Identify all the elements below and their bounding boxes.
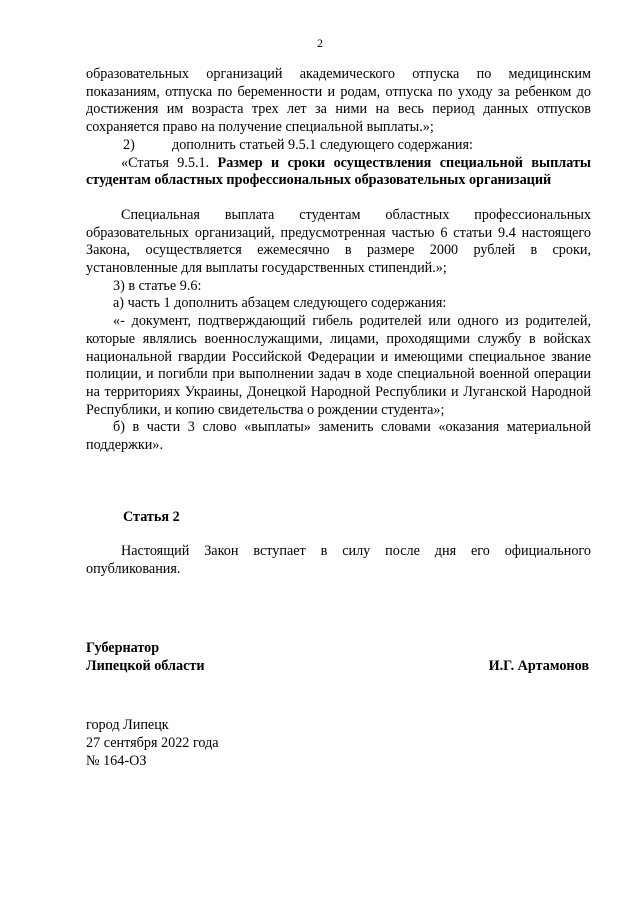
page-number: 2	[317, 36, 323, 50]
spacer	[86, 675, 591, 717]
spacer	[86, 455, 591, 509]
signature-block	[86, 658, 591, 676]
special-payment-paragraph: Специальная выплата студентам областных профессиональных образовательных организаций, предусмотренная частью 6 статьи 9.4 настоящего Закона, осуществляется ежемесячно в размере 2000 рублей в сроки, установленные для выплаты государственных стипендий.»;	[86, 206, 591, 277]
article-9-5-1-prefix: «Статья 9.5.1.	[121, 154, 210, 171]
article-2-text: Настоящий Закон вступает в силу после дня его официального опубликования.	[86, 543, 591, 578]
item-2-text: дополнить статьей 9.5.1 следующего содержания:	[172, 136, 473, 153]
article-9-5-1-heading-line1	[86, 155, 591, 173]
spacer	[86, 526, 591, 543]
signature-position-line2: Липецкой области	[86, 657, 205, 674]
item-2-number: 2)	[123, 136, 135, 153]
article-9-5-1-title-line2: студентам областных профессиональных образовательных организаций	[86, 172, 552, 189]
spacer	[86, 579, 591, 623]
signature-position-line1: Губернатор	[86, 639, 160, 656]
footer-date: 27 сентября 2022 года	[86, 734, 219, 751]
article-2-title: Статья 2	[123, 508, 180, 525]
item-3: 3) в статье 9.6:	[113, 277, 202, 294]
item-2	[86, 137, 591, 155]
subitem-a: а) часть 1 дополнить абзацем следующего содержания:	[113, 295, 447, 312]
spacer	[86, 190, 591, 207]
subitem-b: б) в части 3 слово «выплаты» заменить словами «оказания материальной поддержки».	[86, 419, 591, 454]
article-9-5-1-title-line1: Размер и сроки осуществления специальной выплаты	[217, 154, 591, 171]
signatory-name: И.Г. Артамонов	[488, 657, 589, 674]
footer-city: город Липецк	[86, 717, 169, 734]
continued-paragraph: образовательных организаций академического отпуска по медицинским показаниям, отпуска по беременности и родам, отпуска по уходу за ребенком до достижения им возраста трех лет за ними на весь период данных отпусков сохраняется право на получение специальной выплаты.»;	[86, 66, 591, 136]
subitem-a-quote: «- документ, подтверждающий гибель родителей или одного из родителей, которые являлись военнослужащими, лицами, проходящими службу в войсках национальной гвардии Российской Федерации и имеющими специальное звание полиции, и погибли при выполнении задач в ходе специальной военной операции на территориях Украины, Донецкой Народной Республики и Луганской Народной Республики, и копию свидетельства о рождении студента»;	[86, 313, 591, 418]
footer-number: № 164-ОЗ	[86, 752, 147, 769]
document-body	[86, 66, 591, 770]
spacer	[86, 623, 591, 640]
